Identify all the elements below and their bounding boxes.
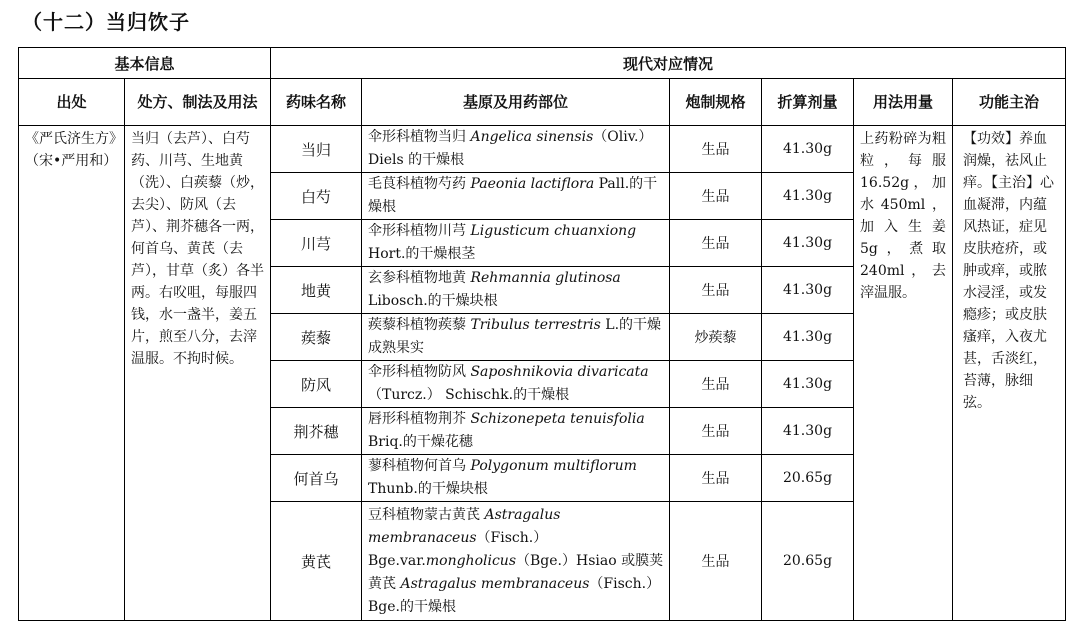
origin-cell: 豆科植物蒙古黄芪 Astragalus membranaceus（Fisch.） Bge.var.mongholicus（Bge.）Hsiao 或膜荚黄芪 Astragalus membranaceus（Fisch.） Bge.的干燥根 (362, 502, 670, 621)
header-dose: 折算剂量 (762, 79, 854, 126)
dose-value: 41.30g (762, 314, 854, 361)
usage-cell: 上药粉碎为粗粒，每服16.52g，加水450ml，加入生姜5g，煮取240ml，去滓温服。 (854, 126, 953, 621)
header-prescription: 处方、制法及用法 (125, 79, 271, 126)
processing-spec: 炒蒺藜 (670, 314, 762, 361)
dose-value: 41.30g (762, 408, 854, 455)
latin-name: Rehmannia glutinosa (470, 270, 621, 286)
header-modern-info: 现代对应情况 (271, 48, 1066, 79)
function-cell: 【功效】养血润燥，祛风止痒。【主治】心血凝滞，内蕴风热证，症见皮肤疮疥，或肿或痒，或脓水浸淫，或发瘾疹；或皮肤瘙痒，入夜尤甚，舌淡红，苔薄，脉细弦。 (953, 126, 1066, 621)
processing-spec: 生品 (670, 502, 762, 621)
dose-value: 41.30g (762, 267, 854, 314)
processing-spec: 生品 (670, 408, 762, 455)
dose-value: 41.30g (762, 173, 854, 220)
header-origin: 基原及用药部位 (362, 79, 670, 126)
herb-name: 何首乌 (271, 455, 362, 502)
latin-name: Astragalus membranaceus (368, 506, 561, 546)
header-processing: 炮制规格 (670, 79, 762, 126)
latin-name: mongholicus (425, 552, 516, 569)
prescription-table (18, 47, 1066, 621)
processing-spec: 生品 (670, 173, 762, 220)
herb-name: 黄芪 (271, 502, 362, 621)
dose-value: 41.30g (762, 361, 854, 408)
header-basic-info: 基本信息 (19, 48, 271, 79)
prescription-cell: 当归（去芦）、白芍药、川芎、生地黄（洗）、白蒺藜（炒，去尖）、防风（去芦）、荆芥穗各一两，何首乌、黄芪（去芦），甘草（炙）各半两。右㕮咀，每服四钱，水一盏半，姜五片，煎至八分，去滓温服。不拘时候。 (125, 126, 271, 621)
latin-name: Astragalus membranaceus (400, 575, 590, 592)
herb-name: 蒺藜 (271, 314, 362, 361)
processing-spec: 生品 (670, 361, 762, 408)
herb-name: 川芎 (271, 220, 362, 267)
latin-name: Ligusticum chuanxiong (470, 223, 637, 239)
latin-name: Angelica sinensis (470, 129, 594, 145)
header-usage: 用法用量 (854, 79, 953, 126)
source-cell: 《严氏济生方》（宋•严用和） (19, 126, 125, 621)
latin-name: Paeonia lactiflora (470, 176, 595, 192)
dose-value: 41.30g (762, 220, 854, 267)
dose-value: 20.65g (762, 502, 854, 621)
dose-value: 41.30g (762, 126, 854, 173)
herb-name: 防风 (271, 361, 362, 408)
dose-value: 20.65g (762, 455, 854, 502)
header-source: 出处 (19, 79, 125, 126)
latin-name: Saposhnikovia divaricata (470, 364, 649, 380)
origin-cell: 伞形科植物川芎 Ligusticum chuanxiong Hort.的干燥根茎 (362, 220, 670, 267)
herb-name: 当归 (271, 126, 362, 173)
processing-spec: 生品 (670, 220, 762, 267)
herb-name: 荆芥穗 (271, 408, 362, 455)
processing-spec: 生品 (670, 455, 762, 502)
origin-cell: 蓼科植物何首乌 Polygonum multiflorum Thunb.的干燥块根 (362, 455, 670, 502)
herb-name: 白芍 (271, 173, 362, 220)
origin-cell: 蒺藜科植物蒺藜 Tribulus terrestris L.的干燥成熟果实 (362, 314, 670, 361)
origin-cell: 玄参科植物地黄 Rehmannia glutinosa Libosch.的干燥块根 (362, 267, 670, 314)
latin-name: Polygonum multiflorum (470, 458, 637, 474)
herb-name: 地黄 (271, 267, 362, 314)
header-function: 功能主治 (953, 79, 1066, 126)
latin-name: Schizonepeta tenuisfolia (470, 411, 645, 427)
origin-cell: 伞形科植物当归 Angelica sinensis（Oliv.） Diels 的干燥根 (362, 126, 670, 173)
origin-cell: 唇形科植物荆芥 Schizonepeta tenuisfolia Briq.的干燥花穗 (362, 408, 670, 455)
processing-spec: 生品 (670, 267, 762, 314)
latin-name: Tribulus terrestris (470, 317, 601, 333)
header-herb: 药味名称 (271, 79, 362, 126)
origin-cell: 毛茛科植物芍药 Paeonia lactiflora Pall.的干燥根 (362, 173, 670, 220)
origin-cell: 伞形科植物防风 Saposhnikovia divaricata（Turcz.） Schischk.的干燥根 (362, 361, 670, 408)
page-title: （十二）当归饮子 (22, 10, 190, 34)
processing-spec: 生品 (670, 126, 762, 173)
